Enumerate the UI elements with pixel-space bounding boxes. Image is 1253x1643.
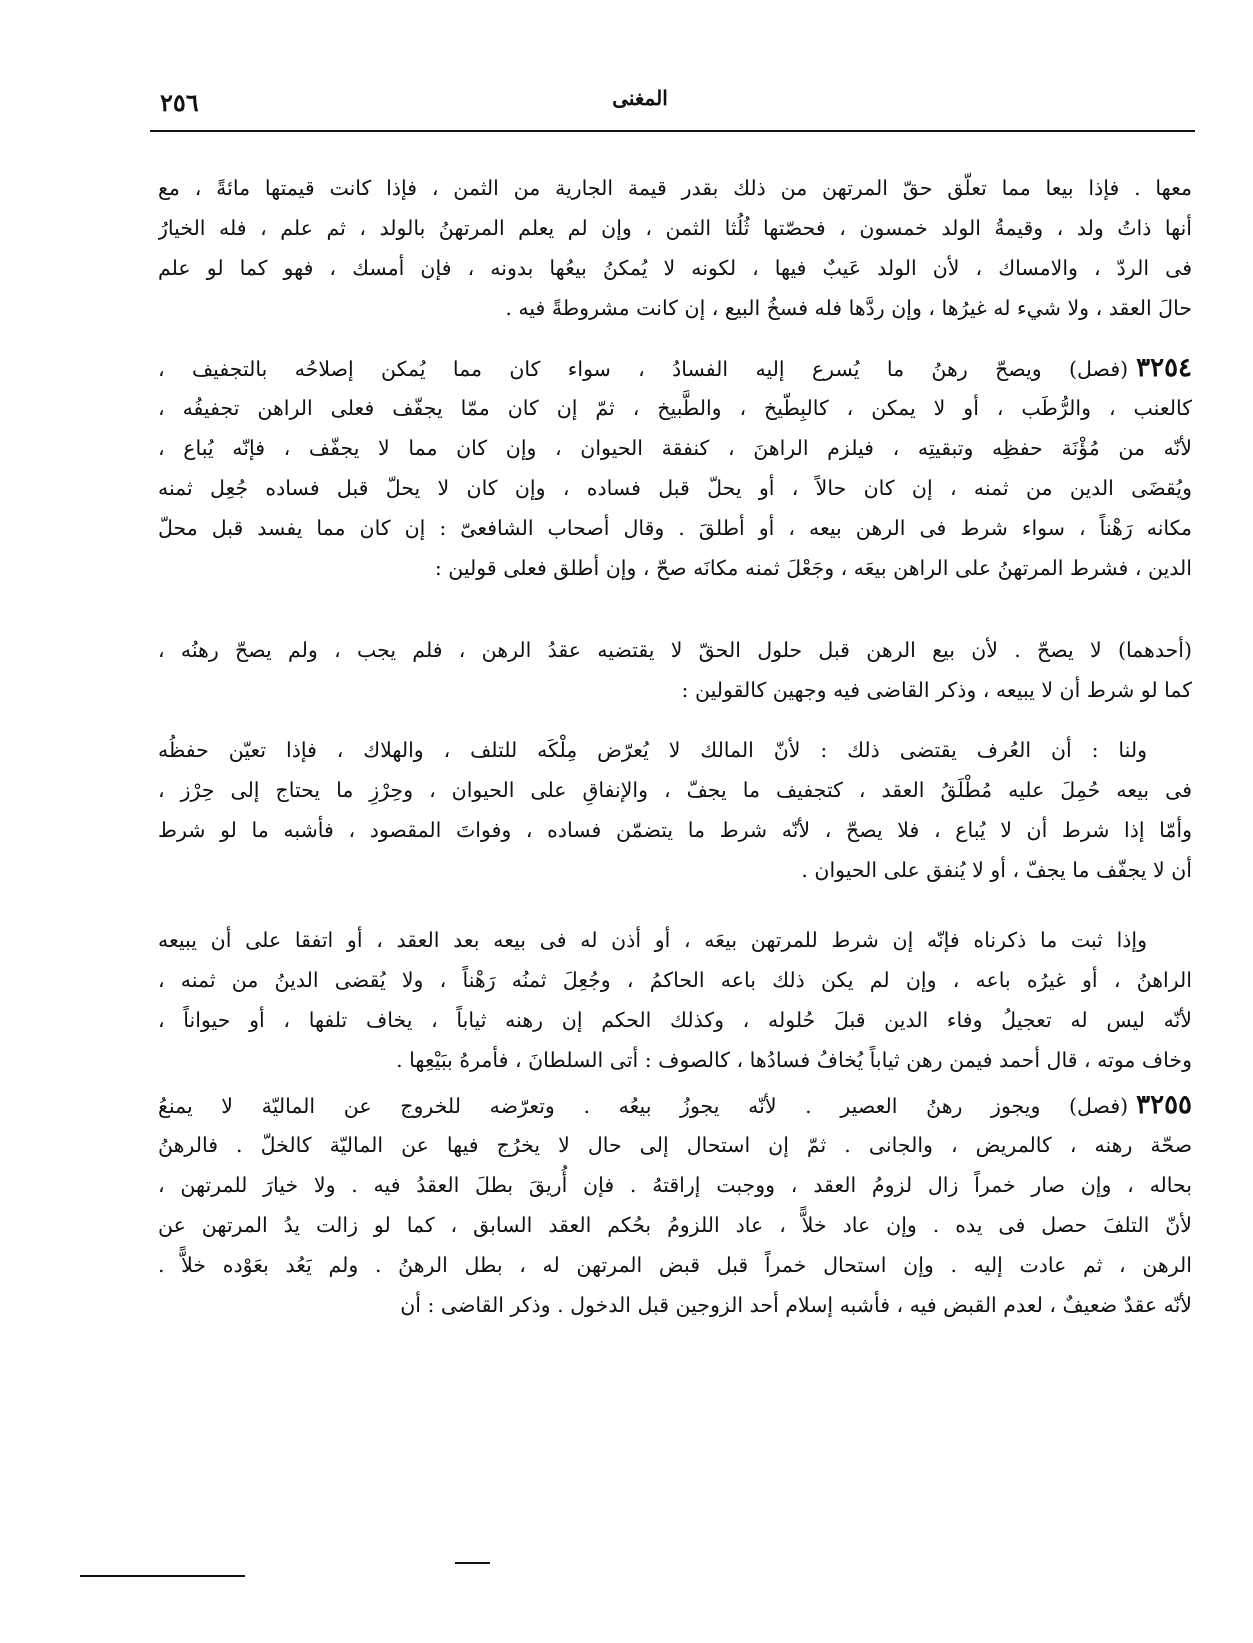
paragraph — [158, 730, 1192, 890]
line-text: كالعنب ، والرُّطَب ، أو لا يمكن ، كالبِطّيخ ، والطَّبيخ ، ثمّ إن كان ممّا يجفّف فعلى الراهن تجفيفُه ، — [158, 396, 1192, 420]
header-rule — [150, 130, 1195, 132]
line-text: صحّة رهنه ، كالمريض ، والجانى . ثمّ إن استحال إلى حال لا يخرُج فيها عن الماليّة كالخلّ . فالرهنُ — [158, 1133, 1192, 1157]
running-title: المغنى — [612, 86, 668, 110]
line-text: وأمّا إذا شرط أن لا يُباع ، فلا يصحّ ، لأنّه شرط ما يتضمّن فساده ، وفواتَ المقصود ، فأشبه ما لو شرط — [158, 818, 1192, 842]
line-text: (أحدهما) لا يصحّ . لأن بيع الرهن قبل حلول الحقّ لا يقتضيه عقدُ الرهن ، فلم يجب ، ولم يصحّ رهنُه ، — [158, 638, 1192, 662]
text-line — [158, 428, 1192, 468]
line-text: وإذا ثبت ما ذكرناه فإنّه إن شرط للمرتهن بيعَه ، أو أذن له فى بيعه بعد العقد ، أو اتفقا على أن يبيعه — [158, 928, 1147, 952]
line-text: (فصل) ويصحّ رهنُ ما يُسرع إليه الفسادُ ، سواء كان مما يُمكن إصلاحُه بالتجفيف ، — [158, 357, 1129, 381]
line-text: كما لو شرط أن لا يبيعه ، وذكر القاضى فيه وجهين كالقولين : — [681, 678, 1192, 702]
page-end-dash — [455, 1562, 490, 1564]
paragraph-section-3254 — [158, 348, 1192, 588]
footnote-rule — [80, 1575, 245, 1577]
line-text: لأنّ التلفَ حصل فى يده . وإن عاد خلاًّ ، عاد اللزومُ بحُكم العقد السابق ، كما لو زالت يدُ المرتهن عن — [158, 1213, 1192, 1237]
text-line — [158, 388, 1192, 428]
text-line — [158, 1085, 1192, 1125]
text-line — [158, 770, 1192, 810]
text-line — [158, 920, 1192, 960]
paragraph — [158, 630, 1192, 710]
line-text: معها . فإذا بيعا مما تعلّق حقّ المرتهن من ذلك بقدر قيمة الجارية من الثمن ، فإذا كانت قيمتها مائةً ، مع — [158, 176, 1192, 200]
paragraph-section-3255 — [158, 1085, 1192, 1325]
text-line — [158, 348, 1192, 388]
text-line — [158, 1245, 1192, 1285]
line-text: الدين ، فشرط المرتهنُ على الراهن بيعَه ، وجَعْلَ ثمنه مكانَه صحّ ، وإن أطلق فعلى قولين : — [434, 556, 1192, 580]
paragraph — [158, 920, 1192, 1080]
text-line — [158, 288, 1192, 328]
line-text: الرهن ، ثم عادت إليه . وإن استحال خمراً قبل قبض المرتهن له ، بطل الرهنُ . ولم يَعُد بعَوْده خلاًّ . — [158, 1253, 1192, 1277]
text-line — [158, 1000, 1192, 1040]
line-text: حالَ العقد ، ولا شيء له غيرُها ، وإن ردَّها فله فسخُ البيع ، إن كانت مشروطةً فيه . — [505, 296, 1192, 320]
line-text: لأنّه عقدٌ ضعيفٌ ، لعدم القبض فيه ، فأشبه إسلام أحد الزوجين قبل الدخول . وذكر القاضى : أن — [400, 1293, 1192, 1317]
line-text: لأنّه من مُؤْنَة حفظِه وتبقيتِه ، فيلزم الراهنَ ، كنفقة الحيوان ، وإن كان مما لا يجفّف ، فإنّه يُباع ، — [158, 436, 1192, 460]
text-line — [158, 508, 1192, 548]
line-text: فى الردّ ، والامساك ، لأن الولد عَيبٌ فيها ، لكونه لا يُمكنُ بيعُها بدونه ، فإن أمسك ، فهو كما لو علم — [158, 256, 1192, 280]
line-text: أن لا يجفّف ما يجفّ ، أو لا يُنفق على الحيوان . — [801, 858, 1192, 882]
text-line — [158, 960, 1192, 1000]
line-text: أنها ذاتُ ولد ، وقيمةُ الولد خمسون ، فحصّتها ثُلُثا الثمن ، وإن لم يعلم المرتهنُ بالولد ، ثم علم ، فله الخيارُ — [158, 216, 1192, 240]
text-line — [158, 208, 1192, 248]
text-line — [158, 810, 1192, 850]
text-line — [158, 168, 1192, 208]
text-line — [158, 730, 1192, 770]
section-number: ٣٢٥٤ — [1136, 353, 1192, 383]
line-text: فى بيعه حُمِلَ عليه مُطْلَقُ العقد ، كتجفيف ما يجفّ ، والإنفاقِ على الحيوان ، وحِرْزِ ما يحتاج إلى حِرْز ، — [158, 778, 1192, 802]
line-text: ولنا : أن العُرف يقتضى ذلك : لأنّ المالك لا يُعرّض مِلْكَه للتلف ، والهلاك ، فإذا تعيّن حفظُه — [158, 738, 1147, 762]
text-line — [158, 1165, 1192, 1205]
line-text: مكانه رَهْناً ، سواء شرط فى الرهن بيعه ، أو أطلقَ . وقال أصحاب الشافعىّ : إن كان مما يفسد قبل محلّ — [158, 516, 1192, 540]
text-line — [158, 850, 1192, 890]
text-line — [158, 1125, 1192, 1165]
line-text: (فصل) ويجوز رهنُ العصير . لأنّه يجوزُ بيعُه . وتعرّضه للخروج عن الماليّة لا يمنعُ — [158, 1094, 1129, 1118]
text-line — [158, 630, 1192, 670]
line-text: بحاله ، وإن صار خمراً زال لزومُ العقد ، ووجبت إراقتهُ . فإن أُريقَ بطلَ العقدُ فيه . ولا خيارَ للمرتهن ، — [158, 1173, 1192, 1197]
section-number: ٣٢٥٥ — [1136, 1090, 1192, 1120]
text-line — [158, 1040, 1192, 1080]
text-line — [158, 670, 1192, 710]
text-line — [158, 1205, 1192, 1245]
paragraph — [158, 168, 1192, 328]
text-line — [158, 248, 1192, 288]
page-number: ٢٥٦ — [160, 88, 199, 117]
line-text: ويُقضَى الدين من ثمنه ، إن كان حالاً ، أو يحلّ قبل فساده ، وإن كان لا يحلّ قبل فساده جُعِل ثمنه — [158, 476, 1192, 500]
text-line — [158, 1285, 1192, 1325]
text-line — [158, 548, 1192, 588]
line-text: الراهنُ ، أو غيرُه باعه ، وإن لم يكن ذلك باعه الحاكمُ ، وجُعِلَ ثمنُه رَهْناً ، ولا يُقضى الدينُ من ثمنه ، — [158, 968, 1192, 992]
line-text: لأنّه ليس له تعجيلُ وفاء الدين قبلَ حُلوله ، وكذلك الحكم إن رهنه ثياباً ، يخاف تلفها ، أو حيواناً ، — [158, 1008, 1192, 1032]
text-line — [158, 468, 1192, 508]
line-text: وخاف موته ، قال أحمد فيمن رهن ثياباً يُخافُ فسادُها ، كالصوف : أتى السلطانَ ، فأمرهُ ببَيْعِها . — [396, 1048, 1192, 1072]
